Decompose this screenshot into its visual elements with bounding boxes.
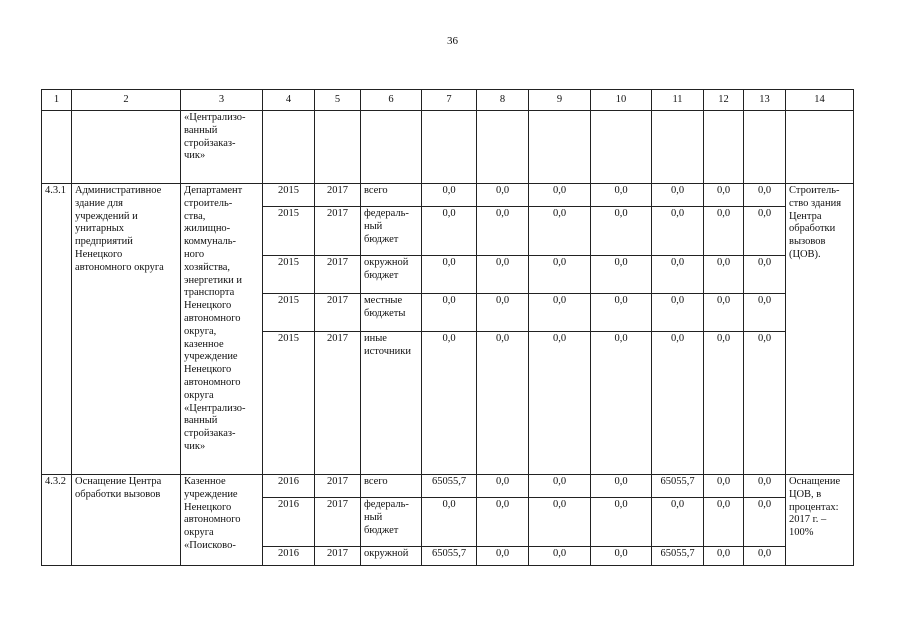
funding-source: окружной бюджет (361, 256, 422, 294)
value-cell: 0,0 (529, 256, 591, 294)
start-year: 2015 (263, 207, 315, 256)
start-year: 2016 (263, 498, 315, 547)
value-cell: 0,0 (477, 475, 529, 498)
item-executor: Департамент строитель- ства, жилищно- коммуналь- ного хозяйства, энергетики и транспорта Ненецкого автономного округа, казенное учреждение Ненецкого автономного округа «Централизо- ванный стройзаказ- чик» (181, 184, 263, 475)
value-cell: 0,0 (591, 184, 652, 207)
start-year: 2015 (263, 184, 315, 207)
column-header: 10 (591, 90, 652, 111)
value-cell: 0,0 (704, 498, 744, 547)
value-cell: 0,0 (652, 207, 704, 256)
start-year: 2016 (263, 547, 315, 566)
value-cell: 0,0 (591, 256, 652, 294)
value-cell: 0,0 (529, 294, 591, 332)
value-cell: 0,0 (652, 256, 704, 294)
value-cell: 65055,7 (652, 547, 704, 566)
value-cell: 0,0 (529, 332, 591, 475)
value-cell: 0,0 (529, 207, 591, 256)
funding-source: федераль- ный бюджет (361, 498, 422, 547)
start-year: 2016 (263, 475, 315, 498)
value-cell: 0,0 (744, 184, 786, 207)
end-year: 2017 (315, 498, 361, 547)
value-cell: 0,0 (704, 207, 744, 256)
funding-source: всего (361, 184, 422, 207)
end-year: 2017 (315, 256, 361, 294)
header-row (42, 90, 854, 111)
value-cell: 0,0 (477, 332, 529, 475)
continuation-row (42, 111, 854, 184)
item-index: 4.3.2 (42, 475, 72, 566)
program-table (41, 89, 854, 566)
value-cell: 0,0 (652, 498, 704, 547)
column-header: 9 (529, 90, 591, 111)
value-cell: 0,0 (591, 207, 652, 256)
page-number: 36 (447, 35, 458, 47)
value-cell: 0,0 (704, 475, 744, 498)
value-cell: 0,0 (422, 256, 477, 294)
end-year: 2017 (315, 207, 361, 256)
funding-source: федераль- ный бюджет (361, 207, 422, 256)
end-year: 2017 (315, 332, 361, 475)
value-cell: 0,0 (744, 547, 786, 566)
column-header: 11 (652, 90, 704, 111)
end-year: 2017 (315, 294, 361, 332)
funding-source: местные бюджеты (361, 294, 422, 332)
value-cell: 0,0 (477, 498, 529, 547)
table-row (42, 475, 854, 498)
value-cell: 65055,7 (422, 547, 477, 566)
value-cell: 0,0 (529, 547, 591, 566)
value-cell: 0,0 (744, 256, 786, 294)
item-executor: Казенное учреждение Ненецкого автономного округа «Поисково- (181, 475, 263, 566)
value-cell: 0,0 (422, 498, 477, 547)
value-cell: 65055,7 (422, 475, 477, 498)
start-year: 2015 (263, 332, 315, 475)
start-year: 2015 (263, 294, 315, 332)
value-cell: 0,0 (529, 184, 591, 207)
value-cell: 0,0 (744, 498, 786, 547)
funding-source: окружной (361, 547, 422, 566)
column-header: 2 (72, 90, 181, 111)
value-cell: 0,0 (704, 332, 744, 475)
value-cell: 0,0 (422, 184, 477, 207)
value-cell: 0,0 (422, 332, 477, 475)
cell-executor: «Централизо- ванный стройзаказ- чик» (181, 111, 263, 184)
funding-source: всего (361, 475, 422, 498)
value-cell: 65055,7 (652, 475, 704, 498)
value-cell: 0,0 (477, 256, 529, 294)
item-name: Оснащение Центра обработки вызовов (72, 475, 181, 566)
value-cell: 0,0 (704, 294, 744, 332)
column-header: 14 (786, 90, 854, 111)
value-cell: 0,0 (591, 498, 652, 547)
value-cell: 0,0 (744, 207, 786, 256)
value-cell: 0,0 (422, 294, 477, 332)
value-cell: 0,0 (652, 294, 704, 332)
column-header: 8 (477, 90, 529, 111)
value-cell: 0,0 (591, 547, 652, 566)
value-cell: 0,0 (591, 332, 652, 475)
value-cell: 0,0 (529, 498, 591, 547)
value-cell: 0,0 (591, 475, 652, 498)
value-cell: 0,0 (652, 184, 704, 207)
item-result: Строитель- ство здания Центра обработки вызовов (ЦОВ). (786, 184, 854, 475)
item-result: Оснащение ЦОВ, в процентах: 2017 г. – 100% (786, 475, 854, 566)
value-cell: 0,0 (477, 207, 529, 256)
value-cell: 0,0 (477, 547, 529, 566)
cell-name (72, 111, 181, 184)
column-header: 13 (744, 90, 786, 111)
end-year: 2017 (315, 547, 361, 566)
value-cell: 0,0 (422, 207, 477, 256)
column-header: 12 (704, 90, 744, 111)
column-header: 1 (42, 90, 72, 111)
value-cell: 0,0 (652, 332, 704, 475)
value-cell: 0,0 (744, 332, 786, 475)
value-cell: 0,0 (529, 475, 591, 498)
value-cell: 0,0 (704, 256, 744, 294)
column-header: 7 (422, 90, 477, 111)
column-header: 3 (181, 90, 263, 111)
column-header: 5 (315, 90, 361, 111)
cell-index (42, 111, 72, 184)
end-year: 2017 (315, 184, 361, 207)
item-index: 4.3.1 (42, 184, 72, 475)
table-row (42, 184, 854, 207)
column-header: 4 (263, 90, 315, 111)
value-cell: 0,0 (591, 294, 652, 332)
value-cell: 0,0 (704, 547, 744, 566)
start-year: 2015 (263, 256, 315, 294)
value-cell: 0,0 (477, 184, 529, 207)
value-cell: 0,0 (744, 294, 786, 332)
value-cell: 0,0 (744, 475, 786, 498)
value-cell: 0,0 (477, 294, 529, 332)
column-header: 6 (361, 90, 422, 111)
value-cell: 0,0 (704, 184, 744, 207)
funding-source: иные источники (361, 332, 422, 475)
end-year: 2017 (315, 475, 361, 498)
item-name: Административное здание для учреждений и унитарных предприятий Ненецкого автономного округа (72, 184, 181, 475)
